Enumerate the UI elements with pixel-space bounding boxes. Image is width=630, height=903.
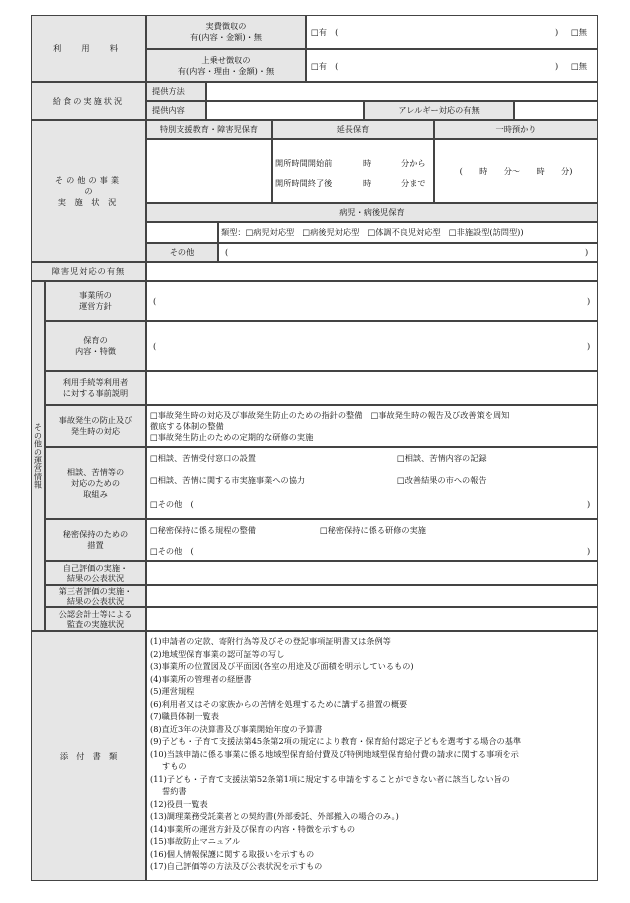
complaint-item1[interactable]: □相談、苦情受付窓口の設置 — [150, 453, 256, 463]
extra-fee-close: ) — [555, 61, 559, 71]
meal-label — [31, 82, 146, 120]
accident-line1[interactable]: □事故発生時の対応及び事故発生防止のための指針の整備 □事故発生時の報告及び改善策を周知 — [150, 410, 510, 420]
care-close: ) — [587, 341, 591, 351]
extended-end-label: 開所時間終了後 — [275, 178, 333, 188]
special-support-header-text: 特別支援教育・障害児保育 — [159, 124, 259, 134]
meal-content-label — [146, 101, 206, 120]
other-services-label-line2: の — [84, 185, 93, 196]
ops-side-label — [31, 281, 45, 631]
accident-field[interactable] — [146, 405, 598, 447]
policy-label — [45, 281, 146, 321]
complaint-item5[interactable]: □その他 ( — [150, 499, 194, 509]
meal-method-field[interactable] — [206, 82, 598, 101]
procedure-label — [45, 371, 146, 405]
audit-label-line1: 公認会計士等による — [58, 608, 133, 619]
accident-line3[interactable]: □事故発生防止のための定期的な研修の実施 — [150, 432, 314, 442]
complaint-field[interactable] — [146, 447, 598, 519]
attachment-item: (3)事業所の位置図及び平面図(各室の用途及び面積を明示しているもの) — [150, 661, 414, 671]
extra-fee-no-checkbox[interactable]: □無 — [571, 61, 587, 71]
other-service-open: ( — [225, 247, 229, 257]
complaint-close: ) — [587, 499, 591, 509]
self-eval-label-line2: 結果の公表状況 — [66, 573, 125, 583]
actual-fee-field[interactable] — [306, 15, 598, 49]
extra-fee-field[interactable] — [306, 49, 598, 82]
allergy-label — [364, 101, 514, 120]
self-eval-label — [45, 561, 146, 585]
attachment-item: (12)役員一覧表 — [150, 798, 208, 809]
attachment-item: すもの — [162, 761, 187, 771]
self-eval-label-line1: 自己評価の実施・ — [62, 562, 129, 573]
other-services-label — [31, 120, 146, 262]
extended-start-hour: 時 — [363, 158, 372, 168]
temp-care-header — [434, 120, 598, 139]
complaint-label-line3: 取組み — [83, 488, 108, 499]
complaint-label — [45, 447, 146, 519]
self-eval-field[interactable] — [146, 561, 598, 585]
meal-label-text: 給食の実施状況 — [52, 95, 125, 106]
care-label — [45, 321, 146, 371]
complaint-item2[interactable]: □相談、苦情内容の記録 — [397, 453, 487, 463]
extra-fee-label-line1: 上乗せ徴収の — [201, 54, 251, 65]
attachment-item: (16)個人情報保護に関する取扱いを示すもの — [150, 848, 315, 859]
meal-content-field[interactable] — [206, 101, 364, 120]
policy-close: ) — [587, 296, 591, 306]
attachment-item: (6)利用者又はその家族からの苦情を処理するために講ずる措置の概要 — [150, 698, 408, 709]
secret-item2[interactable]: □秘密保持に係る研修の実施 — [320, 525, 426, 535]
attachment-item: (10)当該申請に係る事業に係る地域型保育給付費及び特例地域型保育給付費の請求に関する事項を示 — [150, 748, 519, 759]
temp-care-time: ( 時 分～ 時 分) — [459, 165, 573, 176]
extended-start-label: 開所時間開始前 — [275, 158, 333, 168]
accident-label — [45, 405, 146, 447]
secret-close: ) — [587, 546, 591, 556]
audit-label-line2: 監査の実施状況 — [66, 619, 125, 629]
attachment-item: (4)事業所の管理者の経歴書 — [150, 673, 252, 684]
extra-fee-label-line2: 有(内容・理由・金額)・無 — [177, 65, 275, 76]
accident-label-line2: 発生時の対応 — [70, 426, 121, 436]
secret-label-line2: 措置 — [87, 540, 104, 550]
actual-fee-no-checkbox[interactable]: □無 — [571, 27, 587, 37]
procedure-label-line1: 利用手続等利用者 — [62, 377, 129, 387]
allergy-field[interactable] — [514, 101, 598, 120]
extended-care-header-text: 延長保育 — [336, 124, 370, 134]
extended-end-min: 分まで — [401, 178, 426, 188]
procedure-label-line2: に対する事前説明 — [62, 388, 129, 398]
secret-label — [45, 519, 146, 561]
meal-method-label-text: 提供方法 — [152, 86, 185, 96]
application-form — [31, 15, 598, 881]
attachments-list — [146, 631, 598, 881]
temp-care-field[interactable] — [434, 139, 598, 203]
extra-fee-label — [146, 49, 306, 82]
secret-field[interactable] — [146, 519, 598, 561]
care-open: ( — [153, 341, 157, 351]
extra-fee-yes-checkbox[interactable]: □有 ( — [311, 61, 339, 71]
other-service-label-text: その他 — [169, 247, 195, 257]
other-services-label-line1: その他の事業 — [54, 174, 123, 185]
care-field[interactable] — [146, 321, 598, 371]
policy-field[interactable] — [146, 281, 598, 321]
temp-care-header-text: 一時預かり — [495, 124, 537, 134]
complaint-label-line1: 相談、苦情等の — [66, 466, 125, 477]
policy-label-line2: 運営方針 — [79, 301, 112, 311]
sick-care-types[interactable] — [218, 222, 598, 243]
actual-fee-label — [146, 15, 306, 49]
sick-care-header-text: 病児・病後児保育 — [339, 207, 405, 217]
attachments-label-text: 添 付 書 類 — [59, 750, 118, 761]
disabled-label-text: 障害児対応の有無 — [51, 266, 126, 276]
attachment-item: 誓約書 — [162, 786, 187, 796]
audit-label — [45, 607, 146, 631]
secret-item3[interactable]: □その他 ( — [150, 546, 194, 556]
attachments-label — [31, 631, 146, 881]
other-service-field[interactable] — [218, 243, 598, 262]
policy-label-line1: 事業所の — [79, 290, 112, 300]
accident-label-line1: 事故発生の防止及び — [58, 415, 133, 425]
third-eval-field[interactable] — [146, 585, 598, 607]
care-label-line1: 保育の — [83, 335, 108, 345]
third-eval-label-line1: 第三者評価の実施・ — [58, 585, 133, 596]
attachment-item: (7)職員体制一覧表 — [150, 711, 219, 721]
complaint-item3[interactable]: □相談、苦情に関する市実施事業への協力 — [150, 475, 306, 485]
fee-label — [31, 15, 146, 82]
attachment-item: (9)子ども・子育て支援法第45条第2項の規定により教育・保育給付認定子どもを選考する場合の基準 — [150, 736, 522, 746]
actual-fee-yes-checkbox[interactable]: □有 ( — [311, 27, 339, 37]
secret-label-line1: 秘密保持のための — [62, 529, 129, 539]
attachment-item: (1)申請者の定款、寄附行為等及びその登記事項証明書又は条例等 — [150, 636, 391, 646]
attachment-item: (8)直近3年の決算書及び事業開始年度の予算書 — [150, 723, 323, 734]
sick-care-types-text: 類型：□病児対応型 □病後児対応型 □体調不良児対応型 □非施設型(訪問型)) — [221, 227, 524, 237]
sick-care-blank — [146, 222, 218, 243]
other-services-label-line3: 実 施 状 況 — [57, 196, 120, 207]
extended-start-min: 分から — [401, 158, 426, 168]
attachment-item: (14)事業所の運営方針及び保育の内容・特徴を示すもの — [150, 823, 356, 834]
attachment-item: (17)自己評価等の方法及び公表状況を示すもの — [150, 861, 323, 871]
care-label-line2: 内容・特徴 — [75, 346, 116, 356]
policy-open: ( — [153, 296, 157, 306]
actual-fee-label-line2: 有(内容・金額)・無 — [190, 32, 262, 42]
ops-side-label-text: その他の運営情報 — [33, 423, 44, 489]
third-eval-label — [45, 585, 146, 607]
attachment-item: (2)地域型保育事業の認可証等の写し — [150, 648, 285, 659]
attachment-item: (11)子ども・子育て支援法第52条第1項に規定する申請をすることができない者に該当しない旨の — [150, 773, 510, 784]
special-support-field[interactable] — [146, 139, 272, 203]
sick-care-header — [146, 203, 598, 222]
meal-method-label — [146, 82, 206, 101]
allergy-label-text: アレルギー対応の有無 — [398, 105, 480, 115]
third-eval-label-line2: 結果の公表状況 — [66, 596, 125, 606]
other-service-close: ) — [585, 247, 589, 257]
attachment-item: (5)運営規程 — [150, 686, 195, 696]
actual-fee-close: ) — [555, 27, 559, 37]
special-support-header — [146, 120, 272, 139]
attachment-item: (13)調理業務受託業者との契約書(外部委託、外部搬入の場合のみ。) — [150, 811, 399, 821]
extended-care-field[interactable] — [272, 139, 434, 203]
other-service-label — [146, 243, 218, 262]
accident-line2: 徹底する体制の整備 — [150, 421, 224, 431]
procedure-field[interactable] — [146, 371, 598, 405]
complaint-label-line2: 対応のための — [70, 477, 121, 488]
attachments-items — [150, 635, 597, 873]
disabled-field[interactable] — [146, 262, 598, 281]
extended-care-header — [272, 120, 434, 139]
attachment-item: (15)事故防止マニュアル — [150, 836, 241, 846]
complaint-item4[interactable]: □改善結果の市への報告 — [397, 475, 487, 485]
fee-label-text: 利 用 料 — [53, 43, 124, 53]
audit-field[interactable] — [146, 607, 598, 631]
secret-item1[interactable]: □秘密保持に係る規程の整備 — [150, 525, 256, 535]
meal-content-label-text: 提供内容 — [152, 105, 185, 115]
extended-end-hour: 時 — [363, 178, 372, 188]
disabled-label — [31, 262, 146, 281]
actual-fee-label-line1: 実費徴収の — [205, 21, 247, 31]
